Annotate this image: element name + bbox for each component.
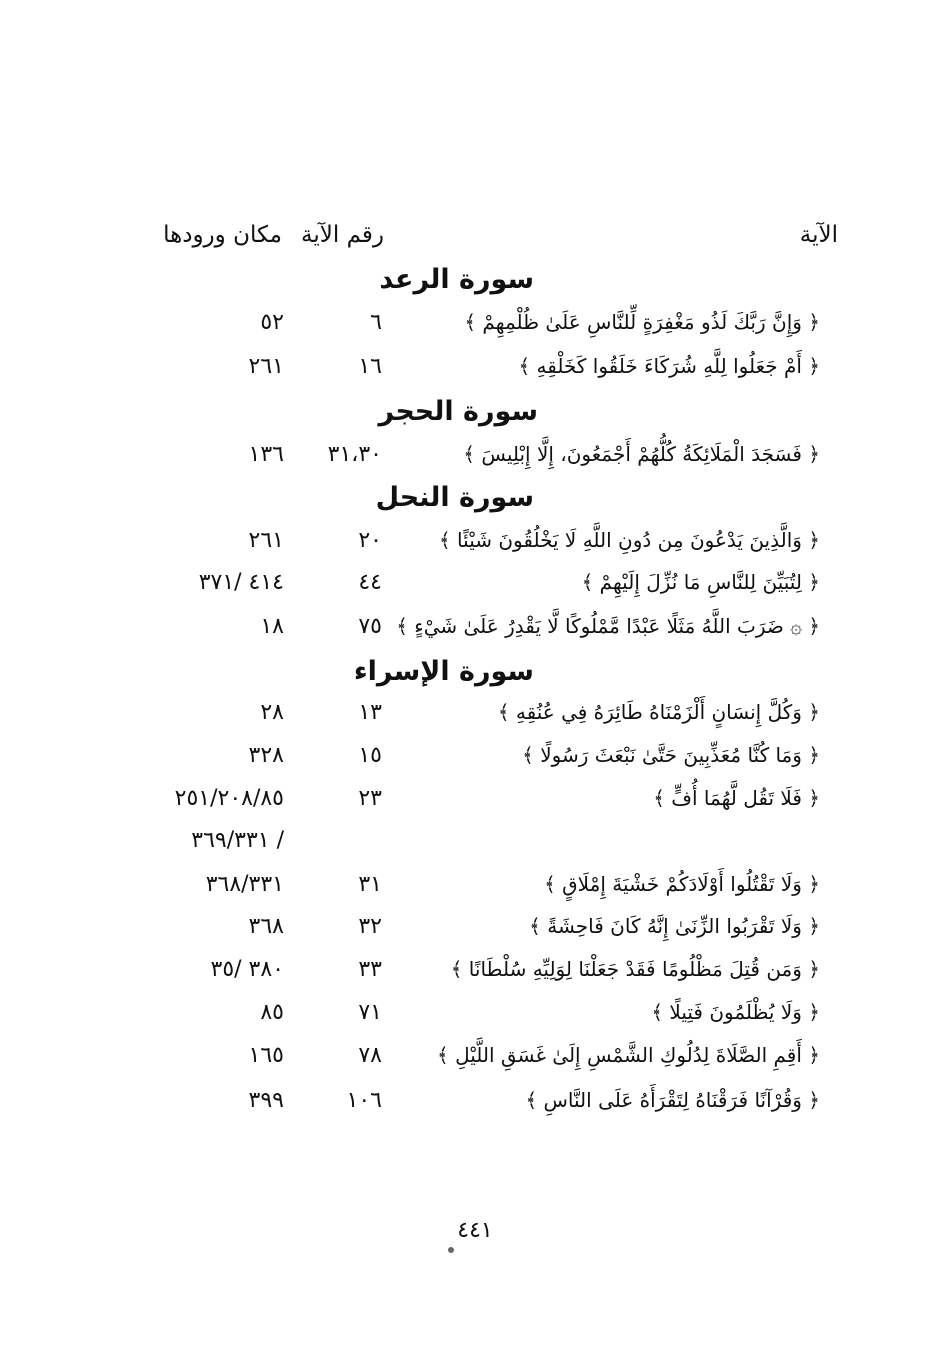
verse-number: ١٠٦	[346, 1088, 382, 1113]
verse-location: ٢٨	[260, 700, 284, 725]
verse-location: ١٣٦	[248, 442, 284, 467]
verse-text: ﴿ فَسَجَدَ الْمَلَائِكَةُ كُلُّهُمْ أَجْمَعُونَ، إِلَّا إِبْلِيسَ ﴾	[463, 442, 820, 466]
table-row	[0, 743, 950, 783]
verse-text: ﴿ وَالَّذِينَ يَدْعُونَ مِن دُونِ اللَّهِ لَا يَخْلُقُونَ شَيْئًا ﴾	[438, 528, 820, 552]
verse-text: ﴿ لِتُبَيِّنَ لِلنَّاسِ مَا نُزِّلَ إِلَيْهِمْ ﴾	[581, 570, 820, 594]
verse-text: ﴿ فَلَا تَقُل لَّهُمَا أُفٍّ ﴾	[653, 786, 820, 810]
verse-number: ٧١	[358, 1000, 382, 1025]
verse-number: ١٣	[358, 700, 382, 725]
surah-heading: سورة النحل	[375, 482, 534, 513]
verse-location: ٨٥	[260, 1000, 284, 1025]
verse-location: ٣٦٨/٣٣١	[205, 872, 284, 897]
verse-number: ٤٤	[358, 570, 382, 595]
verse-number: ٢٠	[358, 528, 382, 553]
table-row	[0, 354, 950, 394]
table-row	[0, 1043, 950, 1083]
verse-text: ﴿ وَمَن قُتِلَ مَظْلُومًا فَقَدْ جَعَلْنَا لِوَلِيِّهِ سُلْطَانًا ﴾	[450, 957, 820, 981]
verse-number: ٦	[370, 310, 382, 335]
header-location-label: مكان ورودها	[163, 222, 282, 248]
verse-number: ٧٥	[358, 614, 382, 639]
verse-number: ٣٢	[358, 914, 382, 939]
table-row	[0, 914, 950, 954]
table-row	[0, 570, 950, 610]
verse-location: ٥٢	[260, 310, 284, 335]
verse-text: ﴿ وَلَا تَقْرَبُوا الزِّنَىٰ إِنَّهُ كَانَ فَاحِشَةً ﴾	[529, 914, 820, 938]
verse-location: ٢٦١	[248, 528, 284, 553]
verse-text: ﴿ وَإِنَّ رَبَّكَ لَذُو مَغْفِرَةٍ لِّلنَّاسِ عَلَىٰ ظُلْمِهِمْ ﴾	[464, 310, 820, 334]
table-row	[0, 1088, 950, 1128]
verse-text: ﴿ أَمْ جَعَلُوا لِلَّهِ شُرَكَاءَ خَلَقُوا كَخَلْقِهِ ﴾	[518, 354, 820, 378]
verse-text: ﴿ وَكُلَّ إِنسَانٍ أَلْزَمْنَاهُ طَائِرَهُ فِي عُنُقِهِ ﴾	[497, 700, 820, 724]
verse-location: ٣٢٨	[248, 743, 284, 768]
table-row	[0, 957, 950, 997]
scan-dot	[448, 1247, 454, 1253]
verse-location: ٣٦٨	[248, 914, 284, 939]
table-row	[0, 442, 950, 482]
verse-number: ٣١،٣٠	[327, 442, 382, 467]
verse-number: ٢٣	[358, 786, 382, 811]
verse-number: ١٥	[358, 743, 382, 768]
verse-location: ٢٦١	[248, 354, 284, 379]
verse-number: ٧٨	[358, 1043, 382, 1068]
verse-text: ﴿ ۞ ضَرَبَ اللَّهُ مَثَلًا عَبْدًا مَّمْلُوكًا لَّا يَقْدِرُ عَلَىٰ شَيْءٍ ﴾	[396, 614, 820, 638]
table-row	[0, 1000, 950, 1040]
page-number: ٤٤١	[457, 1218, 493, 1243]
verse-location: ١٨	[260, 614, 284, 639]
surah-heading: سورة الرعد	[379, 264, 534, 295]
verse-location-continued: / ٣٦٩/٣٣١	[191, 828, 284, 853]
table-row	[0, 614, 950, 654]
verse-number: ٣١	[358, 872, 382, 897]
verse-number: ١٦	[358, 354, 382, 379]
verse-location: ٣٨٠ /٣٥	[210, 957, 284, 982]
table-row	[0, 528, 950, 568]
verse-location: ٤١٤ /٣٧١	[198, 570, 284, 595]
verse-text: ﴿ أَقِمِ الصَّلَاةَ لِدُلُوكِ الشَّمْسِ إِلَىٰ غَسَقِ اللَّيْلِ ﴾	[437, 1043, 820, 1067]
header-verse-label: الآية	[799, 222, 838, 248]
table-row	[0, 872, 950, 912]
table-row	[0, 700, 950, 740]
table-row	[0, 310, 950, 350]
verse-text: ﴿ وَلَا يُظْلَمُونَ فَتِيلًا ﴾	[651, 1000, 820, 1024]
verse-location: ١٦٥	[248, 1043, 284, 1068]
verse-location: ٣٩٩	[248, 1088, 284, 1113]
verse-text: ﴿ وَقُرْآنًا فَرَقْنَاهُ لِتَقْرَأَهُ عَلَى النَّاسِ ﴾	[525, 1088, 820, 1112]
surah-heading: سورة الحجر	[378, 396, 538, 427]
verse-location: ٢٥١/٢٠٨/٨٥	[174, 786, 284, 811]
verse-text: ﴿ وَمَا كُنَّا مُعَذِّبِينَ حَتَّىٰ نَبْعَثَ رَسُولًا ﴾	[522, 743, 820, 767]
table-row	[0, 786, 950, 826]
surah-heading: سورة الإسراء	[353, 656, 534, 687]
header-number-label: رقم الآية	[301, 222, 384, 248]
verse-text: ﴿ وَلَا تَقْتُلُوا أَوْلَادَكُمْ خَشْيَةَ إِمْلَاقٍ ﴾	[544, 872, 820, 896]
verse-number: ٣٣	[358, 957, 382, 982]
